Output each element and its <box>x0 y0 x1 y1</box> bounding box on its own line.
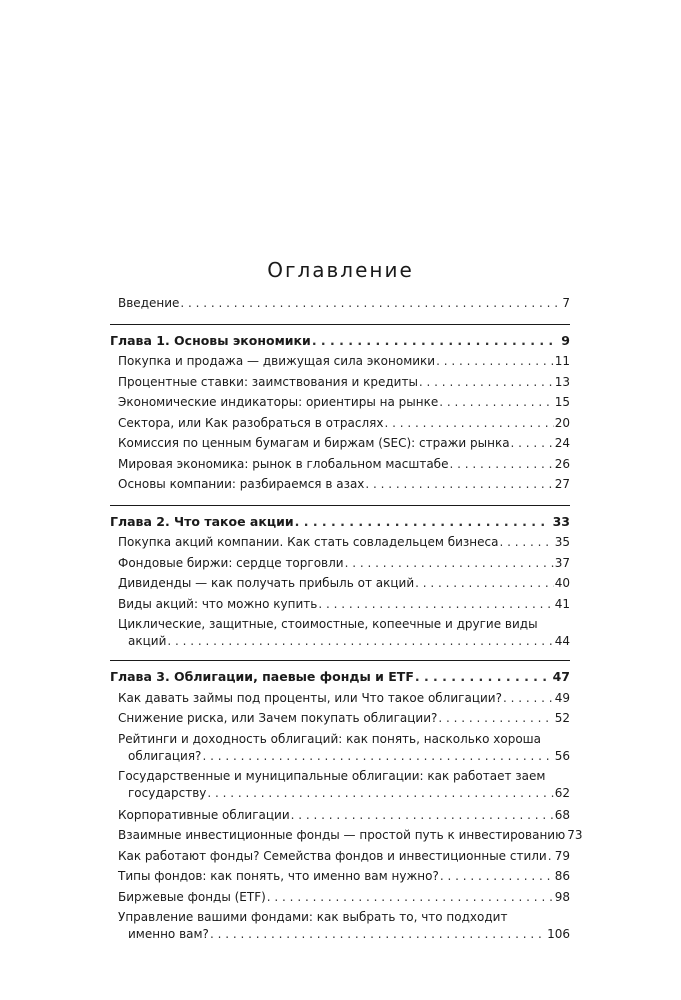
toc-entry[interactable] <box>110 866 570 887</box>
dot-leader <box>167 633 553 650</box>
dot-leader <box>415 573 554 594</box>
dot-leader <box>312 331 556 352</box>
toc-chapter-label: Глава 3. Облигации, паевые фонды и ETF <box>110 669 414 684</box>
toc-entry-multiline[interactable] <box>110 616 570 650</box>
toc-entry[interactable] <box>110 454 570 475</box>
dot-leader <box>440 866 554 887</box>
toc-page-number: 20 <box>554 415 570 430</box>
toc-page-number: 27 <box>554 477 570 491</box>
toc-entry[interactable] <box>110 351 570 372</box>
toc-entry[interactable] <box>110 392 570 413</box>
toc-page-number: 62 <box>554 785 570 800</box>
dot-leader <box>436 351 554 372</box>
toc-page-number: 40 <box>554 576 570 590</box>
dot-leader <box>180 293 561 314</box>
toc-chapter-1[interactable] <box>110 331 570 352</box>
toc-entry-label: Введение <box>118 296 180 310</box>
dot-leader <box>318 594 553 615</box>
toc-entry-label: Типы фондов: как понять, что именно вам нужно? <box>118 869 439 883</box>
toc-page-number: 26 <box>554 456 570 471</box>
toc-page-number: 35 <box>554 535 570 549</box>
toc-entry-label: Основы компании: разбираемся в азах <box>118 477 365 491</box>
dot-leader <box>267 887 554 908</box>
toc-entry-label-line2: государству <box>128 785 207 800</box>
toc-entry-label: Биржевые фонды (ETF) <box>118 889 266 904</box>
toc-entry-label: Покупка и продажа — движущая сила экономики <box>118 354 436 368</box>
toc-page-number: 86 <box>554 869 570 883</box>
toc-entry-multiline[interactable] <box>110 731 570 765</box>
toc-entry[interactable] <box>110 372 570 393</box>
toc-entry[interactable] <box>110 573 570 594</box>
dot-leader <box>548 846 554 867</box>
toc-page-number: 73 <box>567 828 583 842</box>
dot-leader <box>449 454 553 475</box>
toc-entry-label: Взаимные инвестиционные фонды — простой путь к инвестированию <box>118 828 566 842</box>
toc-entry[interactable] <box>110 553 570 574</box>
dot-leader <box>438 708 553 729</box>
dot-leader <box>202 748 553 765</box>
dot-leader <box>385 413 554 434</box>
toc-entry-label-line1: Циклические, защитные, стоимостные, копеечные и другие виды <box>118 617 538 631</box>
toc-page-number: 41 <box>554 596 570 611</box>
dot-leader <box>345 553 554 574</box>
toc-page-number: 24 <box>554 436 570 450</box>
toc-entry[interactable] <box>110 887 570 908</box>
toc-entry-label: Экономические индикаторы: ориентиры на рынке <box>118 395 439 409</box>
dot-leader <box>365 474 553 495</box>
toc-entry-continuation <box>118 785 570 802</box>
dot-leader <box>503 688 554 709</box>
toc-entry-label-line1: Рейтинги и доходность облигаций: как понять, насколько хороша <box>118 731 541 746</box>
toc-entry-label: Покупка акций компании. Как стать совладельцем бизнеса <box>118 535 499 549</box>
toc-page-number: 15 <box>554 395 570 409</box>
toc-page-number: 13 <box>554 374 570 389</box>
toc-entry-multiline[interactable] <box>110 909 570 943</box>
toc-page-number: 68 <box>554 807 570 822</box>
dot-leader <box>291 805 554 826</box>
toc-entry[interactable] <box>110 846 570 867</box>
dot-leader <box>439 392 554 413</box>
toc-entry-continuation <box>118 926 570 943</box>
toc-entry-label: Сектора, или Как разобраться в отраслях <box>118 415 384 430</box>
toc-entry-label: Виды акций: что можно купить <box>118 596 318 611</box>
page-title: Оглавление <box>267 258 414 282</box>
toc-entry-label-line2: облигация? <box>128 748 202 763</box>
toc-page-number: 49 <box>554 690 570 705</box>
toc-page-number: 47 <box>552 669 570 684</box>
toc-entry-label: Комиссия по ценным бумагам и биржам (SEC): стражи рынка <box>118 436 510 450</box>
toc-chapter-label: Глава 1. Основы экономики <box>110 332 311 348</box>
table-of-contents <box>110 293 583 943</box>
toc-entry[interactable] <box>110 413 570 434</box>
toc-page-number: 44 <box>554 634 570 648</box>
toc-entry-label: Фондовые биржи: сердце торговли <box>118 555 344 570</box>
toc-chapter-3[interactable] <box>110 667 570 688</box>
toc-entry-label: Дивиденды — как получать прибыль от акций <box>118 576 415 590</box>
toc-page-number: 7 <box>562 296 570 310</box>
toc-page-number: 11 <box>554 354 570 368</box>
dot-leader <box>415 667 548 688</box>
toc-entry[interactable] <box>110 594 570 615</box>
toc-page-number: 33 <box>552 513 570 529</box>
dot-leader <box>511 433 554 454</box>
toc-entry[interactable] <box>110 708 570 729</box>
toc-entry-label: Корпоративные облигации <box>118 807 290 822</box>
toc-entry-intro[interactable] <box>110 293 570 314</box>
toc-chapter-label: Глава 2. Что такое акции <box>110 513 294 529</box>
toc-page-number: 37 <box>554 555 570 570</box>
toc-entry-label: Мировая экономика: рынок в глобальном масштабе <box>118 456 449 471</box>
toc-entry-label: Как работают фонды? Семейства фондов и инвестиционные стили <box>118 848 547 863</box>
toc-entry-label-line2: акций <box>128 634 167 648</box>
dot-leader <box>295 512 548 533</box>
toc-entry-label-line1: Управление вашими фондами: как выбрать то, что подходит <box>118 910 508 924</box>
toc-entry-label-line1: Государственные и муниципальные облигации: как работает заем <box>118 768 546 783</box>
section-divider <box>110 505 570 506</box>
toc-page-number: 56 <box>554 748 570 763</box>
toc-entry[interactable] <box>110 688 570 709</box>
toc-entry-continuation <box>118 633 570 650</box>
toc-entry[interactable] <box>110 433 570 454</box>
toc-entry-continuation <box>118 748 570 765</box>
toc-page-number: 98 <box>554 889 570 904</box>
dot-leader <box>419 372 554 393</box>
toc-entry-label: Процентные ставки: заимствования и кредиты <box>118 374 418 389</box>
toc-entry[interactable] <box>110 805 570 826</box>
toc-entry[interactable] <box>110 825 583 846</box>
dot-leader <box>207 785 553 802</box>
toc-page-number: 9 <box>561 332 570 348</box>
dot-leader <box>499 532 553 553</box>
toc-entry-label: Как давать займы под проценты, или Что такое облигации? <box>118 690 502 705</box>
toc-page-number: 79 <box>554 848 570 863</box>
toc-entry-multiline[interactable] <box>110 768 570 802</box>
section-divider <box>110 660 570 661</box>
section-divider <box>110 324 570 325</box>
toc-chapter-2[interactable] <box>110 512 570 533</box>
toc-entry-label: Снижение риска, или Зачем покупать облигации? <box>118 711 438 725</box>
toc-page-number: 106 <box>547 927 570 941</box>
dot-leader <box>210 926 546 943</box>
toc-entry-label-line2: именно вам? <box>128 927 209 941</box>
toc-page-number: 52 <box>554 711 570 725</box>
toc-entry[interactable] <box>110 474 570 495</box>
toc-entry[interactable] <box>110 532 570 553</box>
